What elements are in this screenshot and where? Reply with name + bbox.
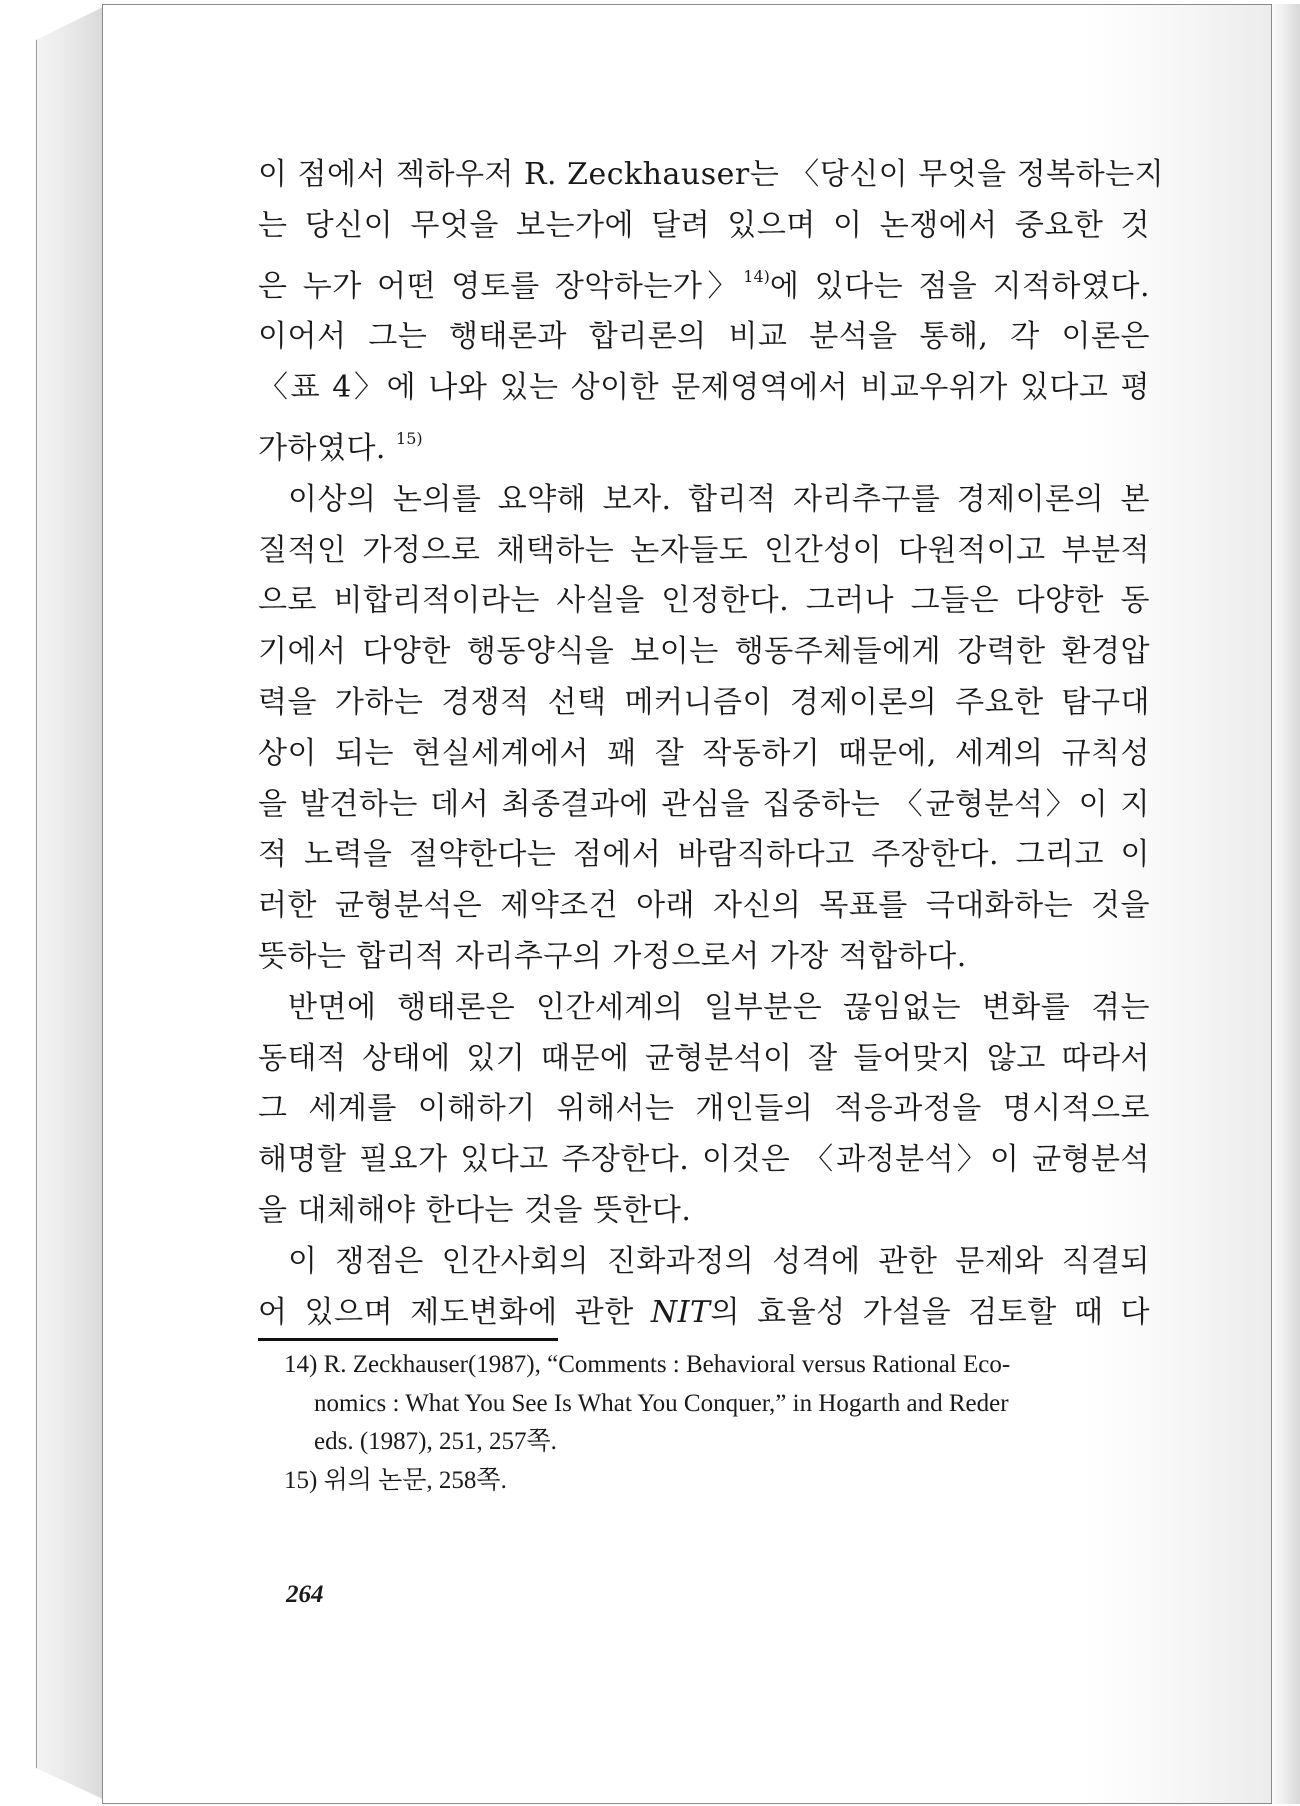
text-line	[258, 414, 1150, 475]
text-line-part: 에 있다는 점을 지적하였다.	[769, 268, 1150, 304]
footnote-14-line: eds. (1987), 251, 257쪽.	[314, 1428, 557, 1455]
text-line: 이상의 논의를 요약해 보자. 합리적 자리추구를 경제이론의 본	[288, 481, 1150, 517]
text-line: 이어서 그는 행태론과 합리론의 비교 분석을 통해, 각 이론은	[258, 319, 1150, 355]
text-line: 〈표 4〉에 나와 있는 상이한 문제영역에서 비교우위가 있다고 평	[258, 370, 1150, 406]
text-line: 상이 되는 현실세계에서 꽤 잘 작동하기 때문에, 세계의 규칙성	[258, 735, 1150, 771]
text-line: 력을 가하는 경쟁적 선택 메커니즘이 경제이론의 주요한 탐구대	[258, 684, 1150, 720]
page-number: 264	[286, 1581, 324, 1608]
text-line	[258, 1288, 1150, 1339]
text-line: 뜻하는 합리적 자리추구의 가정으로서 가장 적합하다.	[258, 938, 967, 974]
paragraph-3	[258, 983, 1150, 1237]
footnote-ref-14: 14)	[743, 266, 770, 286]
text-line: 동태적 상태에 있기 때문에 균형분석이 잘 들어맞지 않고 따라서	[258, 1040, 1150, 1076]
text-line	[258, 252, 1150, 313]
text-line: 이 쟁점은 인간사회의 진화과정의 성격에 관한 문제와 직결되	[288, 1243, 1150, 1279]
text-line-part: 은 누가 어떤 영토를 장악하는가〉	[258, 268, 744, 304]
text-line-part: 가하였다.	[258, 430, 386, 466]
page-edge-shadow	[1270, 4, 1300, 1804]
text-line: 러한 균형분석은 제약조건 아래 자신의 목표를 극대화하는 것을	[258, 888, 1150, 924]
book-spine-edge	[36, 6, 105, 1800]
body-text	[258, 150, 1165, 1338]
text-line: 그 세계를 이해하기 위해서는 개인들의 적응과정을 명시적으로	[258, 1091, 1150, 1127]
footnote-ref-15: 15)	[396, 428, 423, 448]
footnotes	[284, 1346, 1150, 1500]
text-line: 질적인 가정으로 채택하는 논자들도 인간성이 다원적이고 부분적	[258, 532, 1150, 568]
text-line: 는 당신이 무엇을 보는가에 달려 있으며 이 논쟁에서 중요한 것	[258, 207, 1150, 243]
text-line: 반면에 행태론은 인간세계의 일부분은 끊임없는 변화를 겪는	[288, 989, 1150, 1025]
footnote-divider	[258, 1338, 558, 1341]
text-line-part: 의 효율성 가설을 검토할 때 다	[710, 1294, 1150, 1330]
footnote-14-line: nomics : What You See Is What You Conquer,” in Hogarth and Reder	[314, 1389, 1009, 1417]
text-line: 을 발견하는 데서 최종결과에 관심을 집중하는 〈균형분석〉이 지	[258, 786, 1150, 822]
nit-term: NIT	[650, 1294, 711, 1330]
text-line: 적 노력을 절약한다는 점에서 바람직하다고 주장한다. 그리고 이	[258, 837, 1150, 873]
text-line: 이 점에서 젝하우저 R. Zeckhauser는 〈당신이 무엇을 정복하는지	[258, 157, 1165, 192]
footnote-14-line: 14) R. Zeckhauser(1987), “Comments : Behavioral versus Rational Eco-	[284, 1351, 1011, 1378]
footnote-15-line: 15) 위의 논문, 258쪽.	[284, 1466, 507, 1494]
paragraph-2	[258, 475, 1150, 983]
text-line-part: 어 있으며 제도변화에 관한	[258, 1294, 651, 1330]
paragraph-4	[258, 1237, 1150, 1339]
text-line: 기에서 다양한 행동양식을 보이는 행동주체들에게 강력한 환경압	[258, 634, 1150, 670]
text-line: 해명할 필요가 있다고 주장한다. 이것은 〈과정분석〉이 균형분석	[258, 1142, 1150, 1178]
text-line: 으로 비합리적이라는 사실을 인정한다. 그러나 그들은 다양한 동	[258, 583, 1150, 619]
paragraph-1	[258, 150, 1165, 475]
text-line: 을 대체해야 한다는 것을 뜻한다.	[258, 1192, 692, 1228]
